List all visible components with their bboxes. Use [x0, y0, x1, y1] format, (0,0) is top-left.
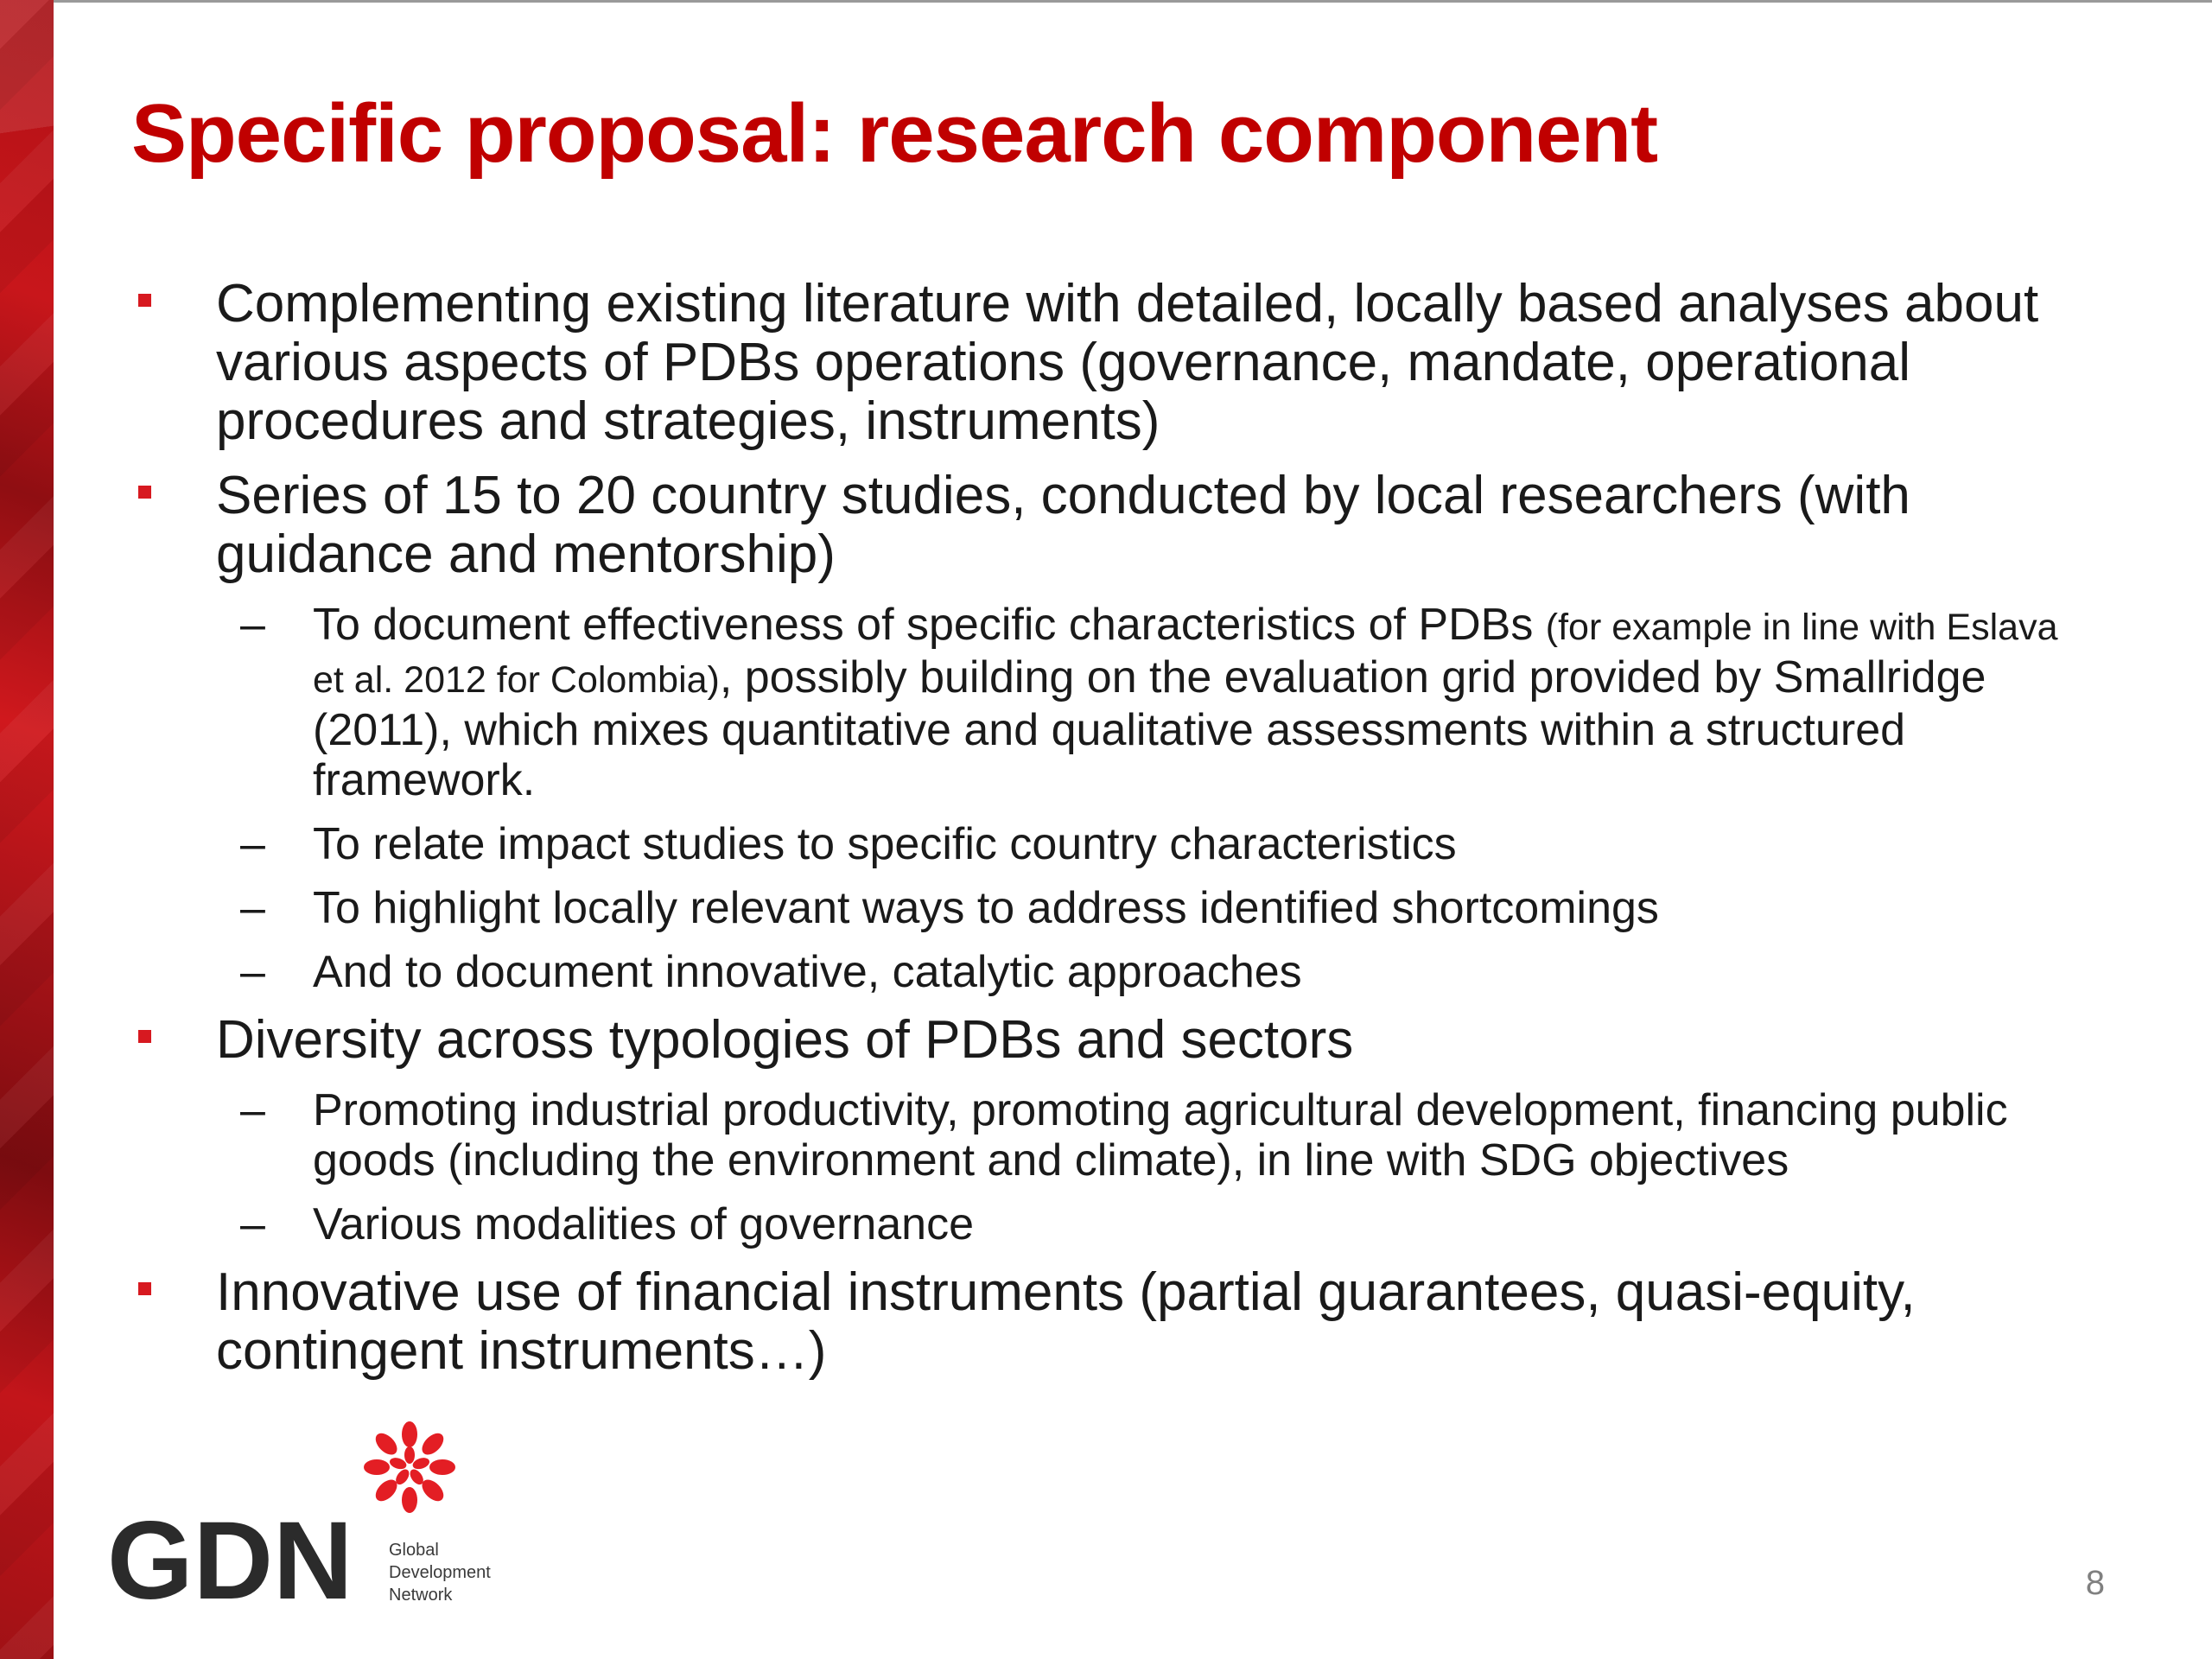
top-border-line: [54, 0, 2212, 3]
sub-bullet-item: [131, 600, 2058, 805]
logo-line-3: Network: [389, 1586, 453, 1605]
bullet-list: [131, 275, 2058, 1396]
dash-bullet-icon: –: [240, 819, 265, 869]
dash-bullet-icon: –: [240, 883, 265, 933]
bullet-text: Series of 15 to 20 country studies, conducted by local researchers (with guidance and mentorship): [216, 466, 1910, 584]
sub-bullet-item: [131, 819, 2058, 869]
bullet-text: Innovative use of financial instruments (partial guarantees, quasi-equity, contingent instruments…): [216, 1262, 1916, 1381]
slide-title: Specific proposal: research component: [131, 87, 1658, 180]
bullet-item: [131, 467, 2058, 584]
square-bullet-icon: [138, 294, 151, 307]
square-bullet-icon: [138, 1282, 151, 1295]
logo-wordmark: GDN: [107, 1499, 353, 1607]
sub-bullet-text: , possibly building on the evaluation grid provided by Smallridge (2011), which mixes quantitative and qualitative assessments within a structured framework.: [313, 652, 1986, 805]
square-bullet-icon: [138, 486, 151, 499]
bullet-text: Diversity across typologies of PDBs and sectors: [216, 1010, 1354, 1070]
sub-bullet-text: To highlight locally relevant ways to address identified shortcomings: [313, 883, 1659, 933]
sub-bullet-note: (for example in line with Eslava et al. 2012 for Colombia): [313, 607, 2058, 701]
page-number: 8: [2085, 1564, 2105, 1602]
sub-bullet-text: And to document innovative, catalytic approaches: [313, 947, 1302, 997]
sub-bullet-text: Promoting industrial productivity, promoting agricultural development, financing public goods (including the environment and climate), in line with SDG objectives: [313, 1085, 2008, 1185]
sub-bullet-item: [131, 947, 2058, 997]
bullet-text: Complementing existing literature with detailed, locally based analyses about various aspects of PDBs operations (governance, mandate, operational procedures and strategies, instruments): [216, 274, 2039, 451]
sub-bullet-item: [131, 1085, 2058, 1185]
sub-bullet-text: To document effectiveness of specific characteristics of PDBs: [313, 600, 1546, 650]
square-bullet-icon: [138, 1030, 151, 1043]
dash-bullet-icon: –: [240, 1199, 265, 1249]
sub-bullet-text: To relate impact studies to specific country characteristics: [313, 819, 1457, 869]
sub-bullet-text: Various modalities of governance: [313, 1199, 975, 1249]
logo-line-2: Development: [389, 1563, 491, 1582]
sub-bullet-item: [131, 1199, 2058, 1249]
bullet-item: [131, 275, 2058, 451]
dash-bullet-icon: –: [240, 947, 265, 997]
decorative-side-band: [0, 0, 54, 1659]
flower-icon: [364, 1421, 455, 1513]
gdn-logo: [107, 1417, 522, 1607]
dash-bullet-icon: –: [240, 600, 265, 650]
logo-line-1: Global: [389, 1541, 439, 1560]
bullet-item: [131, 1263, 2058, 1381]
bullet-item: [131, 1011, 2058, 1070]
sub-bullet-item: [131, 883, 2058, 933]
dash-bullet-icon: –: [240, 1085, 265, 1135]
